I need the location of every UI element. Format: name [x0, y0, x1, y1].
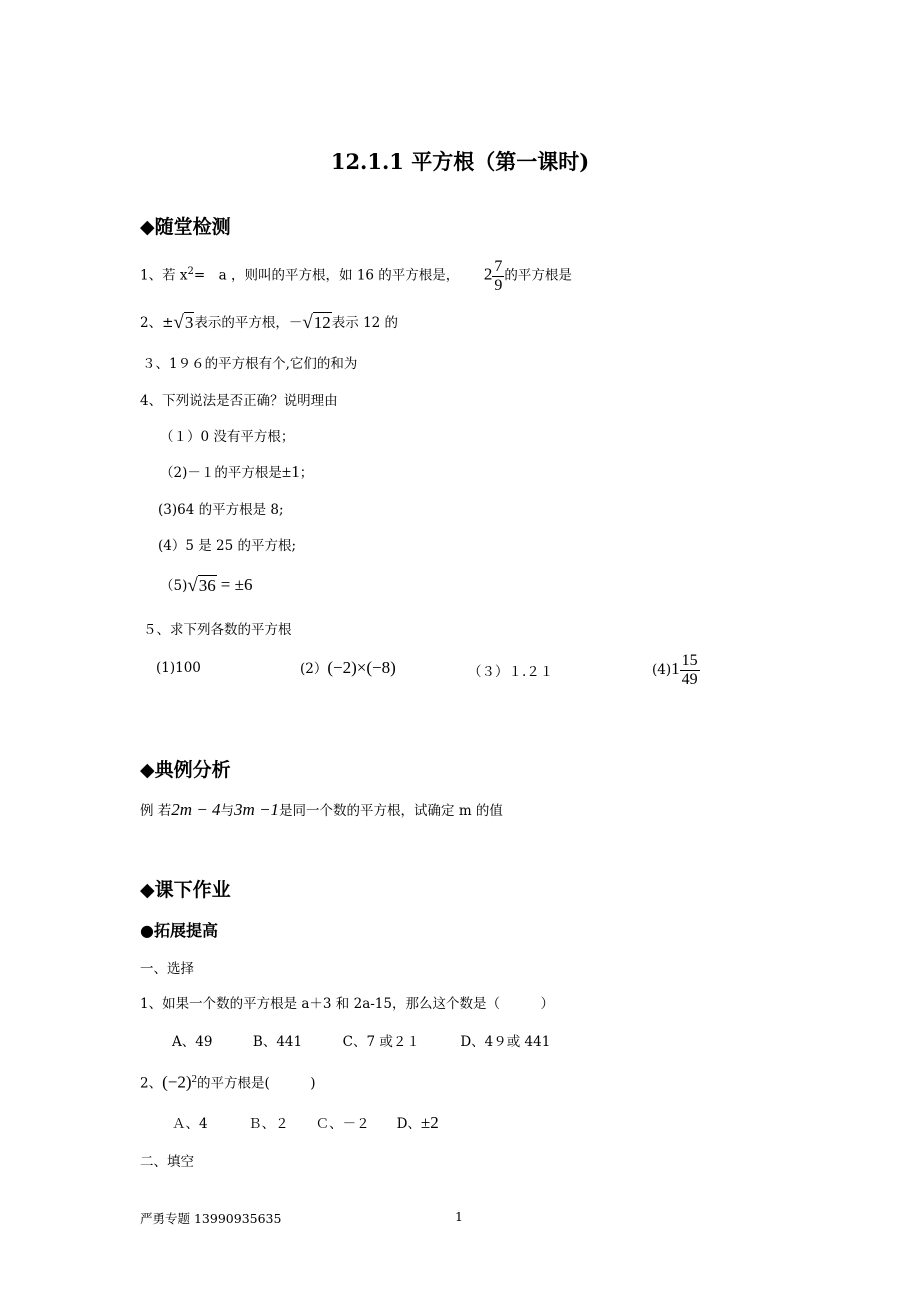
q4-item-5-label: （5) [160, 578, 188, 594]
q5-part-4 [652, 648, 700, 690]
example-text-b: 与 [220, 803, 235, 819]
part-fill-heading: 二、填空 [140, 1154, 194, 1170]
q5-part-4-label: (4) [652, 662, 672, 678]
q1-fraction-num: 7 [494, 257, 503, 275]
q4-item-2-text: （2)－１的平方根是 [160, 465, 282, 481]
q5-part-3: （３）１.２１ [468, 664, 554, 680]
q5-part-4-num: 15 [681, 652, 698, 669]
q4-item-5-radicand: 36 [198, 576, 216, 595]
choice-question-2 [140, 1066, 316, 1092]
question-3: ３、1９６的平方根有个,它们的和为 [142, 356, 358, 372]
section-heading-practice: ◆随堂检测 [140, 216, 231, 238]
example-problem [140, 797, 503, 823]
page-title: 12.1.1 平方根（第一课时) [330, 149, 590, 174]
section-heading-example: ◆典例分析 [140, 759, 231, 781]
choice-question-2-options [172, 1112, 439, 1133]
question-2 [140, 310, 398, 336]
example-expr-2: 3m −1 [234, 800, 280, 819]
q5-part-1: (1)100 [156, 660, 201, 676]
q5-part-4-whole: 1 [671, 659, 680, 678]
q5-part-2 [300, 657, 396, 678]
q5-part-4-fraction [680, 652, 700, 689]
q5-part-2-math: (−2)×(−8) [327, 658, 396, 677]
q4-item-5-math: = ±6 [220, 575, 253, 594]
example-text-a: 例 若 [140, 803, 172, 819]
q1-sup: 2 [187, 266, 194, 277]
q2-sqrt-1: √3 [173, 312, 194, 333]
q2-text-c: 表示 12 的 [331, 315, 399, 331]
q5-part-2-label: (2） [300, 661, 328, 677]
q4-item-2 [160, 461, 313, 482]
q2-text-b: 表示的平方根，－ [194, 315, 303, 331]
choice-q2-text: 的平方根是( ) [197, 1075, 316, 1092]
q4-item-1: （１）0 没有平方根； [160, 429, 295, 445]
question-4: 4、下列说法是否正确？说明理由 [140, 393, 338, 409]
choice-q2-expr: (−2) [162, 1072, 192, 1092]
q1-text-b: = a ，则叫的平方根，如 16 的平方根是， [193, 267, 460, 284]
q1-mixed-whole: 2 [483, 264, 493, 284]
q4-item-5-sqrt: √36 [187, 575, 216, 596]
subheading-extension: ●拓展提高 [140, 921, 218, 940]
q4-item-5 [160, 572, 252, 598]
choice-q2-options-text: Ａ、4 Ｂ、２ Ｃ、－２ D、 [172, 1116, 421, 1132]
q2-radicand-1: 3 [184, 313, 194, 332]
q1-text-a: 1、若 x [140, 267, 188, 284]
choice-q2-label: 2、 [140, 1075, 163, 1092]
q4-item-4: (4）5 是 25 的平方根; [158, 538, 297, 554]
q1-fraction [492, 258, 504, 295]
choice-q2-sup: 2 [191, 1073, 198, 1085]
question-1 [140, 252, 572, 292]
q4-item-2-end: ； [299, 465, 314, 481]
q4-item-3: (3)64 的平方根是 8; [158, 502, 284, 518]
q2-text-a: 2、± [140, 315, 174, 331]
q2-sqrt-2: √12 [302, 312, 331, 333]
footer-page-number: 1 [455, 1209, 463, 1224]
q1-fraction-den: 9 [494, 276, 503, 294]
choice-question-1: 1、如果一个数的平方根是 a＋3 和 2a-15，那么这个数是（ ） [140, 996, 554, 1012]
choice-question-1-options: A、49 B、441 C、7 或２１ D、4９或 441 [172, 1034, 551, 1050]
choice-q2-option-d: ±2 [420, 1113, 439, 1132]
part-choice-heading: 一、选择 [140, 961, 194, 977]
q5-part-4-den: 49 [681, 671, 698, 688]
q1-text-c: 的平方根是 [504, 267, 572, 284]
question-5: ５、求下列各数的平方根 [143, 622, 292, 638]
footer-author: 严勇专题 13990935635 [140, 1211, 282, 1226]
q4-item-2-math: ±1 [281, 462, 300, 481]
example-expr-1: 2m − 4 [171, 800, 221, 819]
example-text-c: 是同一个数的平方根，试确定 m 的值 [279, 803, 503, 819]
section-heading-homework: ◆课下作业 [140, 879, 231, 901]
q2-radicand-2: 12 [313, 313, 331, 332]
